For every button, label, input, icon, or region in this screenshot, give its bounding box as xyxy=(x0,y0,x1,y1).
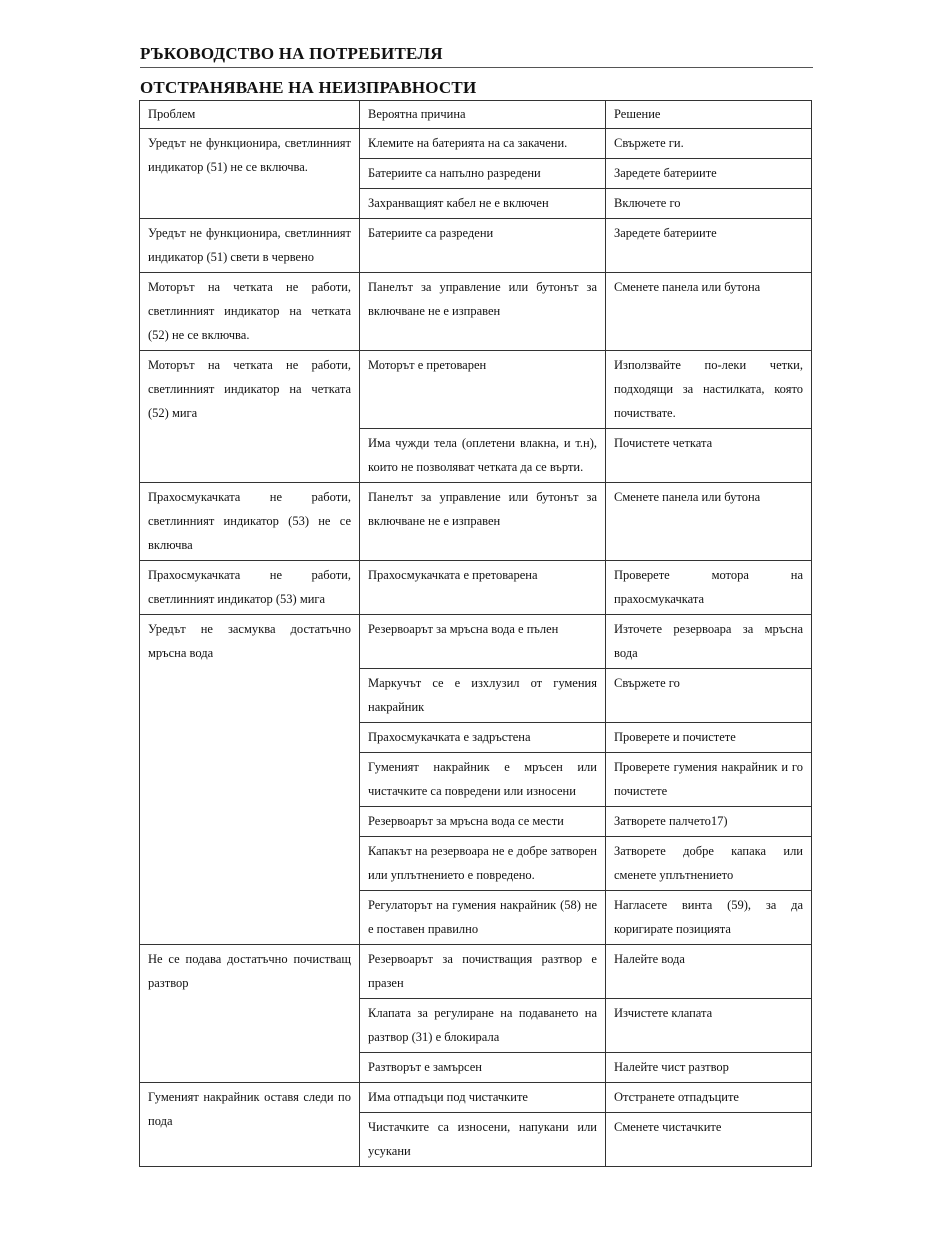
problem-cell: Не се подава достатъчно почистващ разтвор xyxy=(140,945,360,1083)
solution-cell: Отстранете отпадъците xyxy=(606,1083,812,1113)
problem-cell: Прахосмукачката не работи, светлинният индикатор (53) не се включва xyxy=(140,483,360,561)
cause-cell: Чистачките са износени, напукани или усукани xyxy=(360,1113,606,1167)
cause-cell: Захранващият кабел не е включен xyxy=(360,189,606,219)
header-solution: Решение xyxy=(606,101,812,129)
solution-cell: Налейте вода xyxy=(606,945,812,999)
header-divider xyxy=(140,67,813,68)
table-row xyxy=(140,1083,812,1113)
solution-cell: Проверете мотора на прахосмукачката xyxy=(606,561,812,615)
problem-cell: Уредът не функционира, светлинният индикатор (51) свети в червено xyxy=(140,219,360,273)
solution-cell: Заредете батериите xyxy=(606,219,812,273)
header-problem: Проблем xyxy=(140,101,360,129)
cause-cell: Клапата за регулиране на подаването на разтвор (31) е блокирала xyxy=(360,999,606,1053)
solution-cell: Свържете ги. xyxy=(606,129,812,159)
solution-cell: Заредете батериите xyxy=(606,159,812,189)
cause-cell: Има отпадъци под чистачките xyxy=(360,1083,606,1113)
table-row xyxy=(140,945,812,999)
problem-cell: Прахосмукачката не работи, светлинният индикатор (53) мига xyxy=(140,561,360,615)
solution-cell: Почистете четката xyxy=(606,429,812,483)
solution-cell: Изчистете клапата xyxy=(606,999,812,1053)
cause-cell: Панелът за управление или бутонът за включване не е изправен xyxy=(360,483,606,561)
header-cause: Вероятна причина xyxy=(360,101,606,129)
cause-cell: Маркучът се е изхлузил от гумения накрайник xyxy=(360,669,606,723)
solution-cell: Проверете гумения накрайник и го почистете xyxy=(606,753,812,807)
solution-cell: Сменете панела или бутона xyxy=(606,273,812,351)
table-row xyxy=(140,561,812,615)
cause-cell: Прахосмукачката е претоварена xyxy=(360,561,606,615)
cause-cell: Панелът за управление или бутонът за включване не е изправен xyxy=(360,273,606,351)
solution-cell: Нагласете винта (59), за да коригирате позицията xyxy=(606,891,812,945)
cause-cell: Батериите са напълно разредени xyxy=(360,159,606,189)
solution-cell: Използвайте по-леки четки, подходящи за настилката, която почиствате. xyxy=(606,351,812,429)
problem-cell: Уредът не засмуква достатъчно мръсна вода xyxy=(140,615,360,945)
solution-cell: Затворете палчето17) xyxy=(606,807,812,837)
solution-cell: Свържете го xyxy=(606,669,812,723)
cause-cell: Прахосмукачката е задръстена xyxy=(360,723,606,753)
problem-cell: Моторът на четката не работи, светлинният индикатор на четката (52) мига xyxy=(140,351,360,483)
cause-cell: Регулаторът на гумения накрайник (58) не е поставен правилно xyxy=(360,891,606,945)
cause-cell: Батериите са разредени xyxy=(360,219,606,273)
cause-cell: Резервоарът за мръсна вода е пълен xyxy=(360,615,606,669)
solution-cell: Сменете чистачките xyxy=(606,1113,812,1167)
solution-cell: Налейте чист разтвор xyxy=(606,1053,812,1083)
manual-header-title: РЪКОВОДСТВО НА ПОТРЕБИТЕЛЯ xyxy=(140,44,443,63)
cause-cell: Гуменият накрайник е мръсен или чистачките са повредени или износени xyxy=(360,753,606,807)
cause-cell: Капакът на резервоара не е добре затворен или уплътнението е повредено. xyxy=(360,837,606,891)
cause-cell: Резервоарът за мръсна вода се мести xyxy=(360,807,606,837)
table-row xyxy=(140,483,812,561)
table-header-row xyxy=(140,101,812,129)
table-row xyxy=(140,273,812,351)
cause-cell: Има чужди тела (оплетени влакна, и т.н), които не позволяват четката да се върти. xyxy=(360,429,606,483)
troubleshooting-table xyxy=(139,100,812,1167)
table-row xyxy=(140,129,812,159)
section-title: ОТСТРАНЯВАНЕ НА НЕИЗПРАВНОСТИ xyxy=(140,78,477,97)
problem-cell: Уредът не функционира, светлинният индикатор (51) не се включва. xyxy=(140,129,360,219)
solution-cell: Проверете и почистете xyxy=(606,723,812,753)
cause-cell: Разтворът е замърсен xyxy=(360,1053,606,1083)
solution-cell: Затворете добре капака или сменете уплътнението xyxy=(606,837,812,891)
solution-cell: Включете го xyxy=(606,189,812,219)
table-row xyxy=(140,219,812,273)
problem-cell: Моторът на четката не работи, светлинният индикатор на четката (52) не се включва. xyxy=(140,273,360,351)
cause-cell: Клемите на батерията на са закачени. xyxy=(360,129,606,159)
cause-cell: Резервоарът за почистващия разтвор е празен xyxy=(360,945,606,999)
problem-cell: Гуменият накрайник оставя следи по пода xyxy=(140,1083,360,1167)
table-row xyxy=(140,615,812,669)
solution-cell: Източете резервоара за мръсна вода xyxy=(606,615,812,669)
solution-cell: Сменете панела или бутона xyxy=(606,483,812,561)
table-row xyxy=(140,351,812,429)
cause-cell: Моторът е претоварен xyxy=(360,351,606,429)
